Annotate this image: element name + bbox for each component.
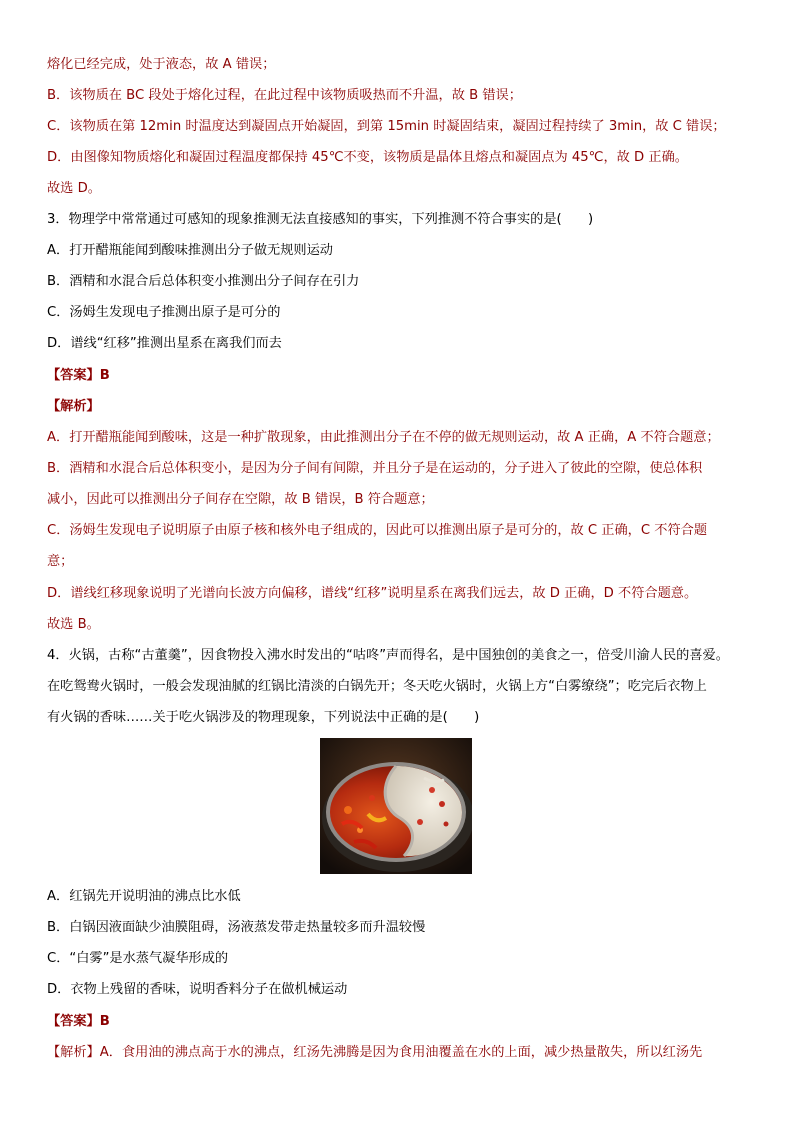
question-4-2: 在吃鸳鸯火锅时，一般会发现油腻的红锅比清淡的白锅先开；冬天吃火锅时，火锅上方“白雾缭绕”；吃完后衣物上 — [47, 679, 707, 694]
text-line-2: B．该物质在 BC 段处于熔化过程，在此过程中该物质吸热而不升温，故 B 错误； — [47, 88, 522, 103]
analysis-c-2: 意； — [47, 554, 74, 569]
option-c: C．汤姆生发现电子推测出原子是可分的 — [47, 305, 281, 320]
q4-option-d: D．衣物上残留的香味，说明香料分子在做机械运动 — [47, 982, 348, 997]
analysis-b-1: B．酒精和水混合后总体积变小，是因为分子间有间隙，并且分子是在运动的，分子进入了彼此的空隙，使总体积 — [47, 461, 703, 476]
question-4-3: 有火锅的香味……关于吃火锅涉及的物理现象，下列说法中正确的是( ) — [47, 710, 480, 725]
text-line-1: 熔化已经完成，处于液态，故 A 错误； — [47, 57, 276, 72]
answer-label: 【答案】B — [47, 368, 110, 383]
q4-option-a: A．红锅先开说明油的沸点比水低 — [47, 889, 241, 904]
analysis-c-1: C．汤姆生发现电子说明原子由原子核和核外电子组成的，因此可以推测出原子是可分的，故 C 正确，C 不符合题 — [47, 523, 708, 538]
option-a: A．打开醋瓶能闻到酸味推测出分子做无规则运动 — [47, 243, 333, 258]
text-line-5: 故选 D。 — [47, 181, 101, 196]
analysis-label: 【解析】 — [47, 399, 100, 414]
option-d: D．谱线“红移”推测出星系在离我们而去 — [47, 336, 282, 351]
q4-option-c: C．“白雾”是水蒸气凝华形成的 — [47, 951, 229, 966]
option-b: B．酒精和水混合后总体积变小推测出分子间存在引力 — [47, 274, 360, 289]
analysis-d: D．谱线红移现象说明了光谱向长波方向偏移，谱线“红移”说明星系在离我们远去，故 D 正确，D 不符合题意。 — [47, 586, 698, 601]
q4-option-b: B．白锅因液面缺少油膜阻碍，汤液蒸发带走热量较多而升温较慢 — [47, 920, 426, 935]
conclusion-3: 故选 B。 — [47, 617, 100, 632]
analysis-a: A．打开醋瓶能闻到酸味，这是一种扩散现象，由此推测出分子在不停的做无规则运动，故 A 正确，A 不符合题意； — [47, 430, 720, 445]
text-line-4: D．由图像知物质熔化和凝固过程温度都保持 45℃不变，该物质是晶体且熔点和凝固点为 45℃，故 D 正确。 — [47, 150, 688, 165]
q4-answer-label: 【答案】B — [47, 1014, 110, 1029]
analysis-b-2: 减小，因此可以推测出分子间存在空隙，故 B 错误，B 符合题意； — [47, 492, 434, 507]
hotpot-photo — [320, 738, 472, 874]
question-4-1: 4．火锅，古称“古董羹”，因食物投入沸水时发出的“咕咚”声而得名，是中国独创的美食之一，倍受川渝人民的喜爱。 — [47, 648, 729, 663]
q4-analysis-a: 【解析】A．食用油的沸点高于水的沸点，红汤先沸腾是因为食用油覆盖在水的上面，减少热量散失，所以红汤先 — [47, 1045, 703, 1060]
hotpot-illustration — [320, 738, 472, 874]
question-3: 3．物理学中常常通过可感知的现象推测无法直接感知的事实，下列推测不符合事实的是( ) — [47, 212, 594, 227]
text-line-3: C．该物质在第 12min 时温度达到凝固点开始凝固，到第 15min 时凝固结束，凝固过程持续了 3min，故 C 错误； — [47, 119, 726, 134]
